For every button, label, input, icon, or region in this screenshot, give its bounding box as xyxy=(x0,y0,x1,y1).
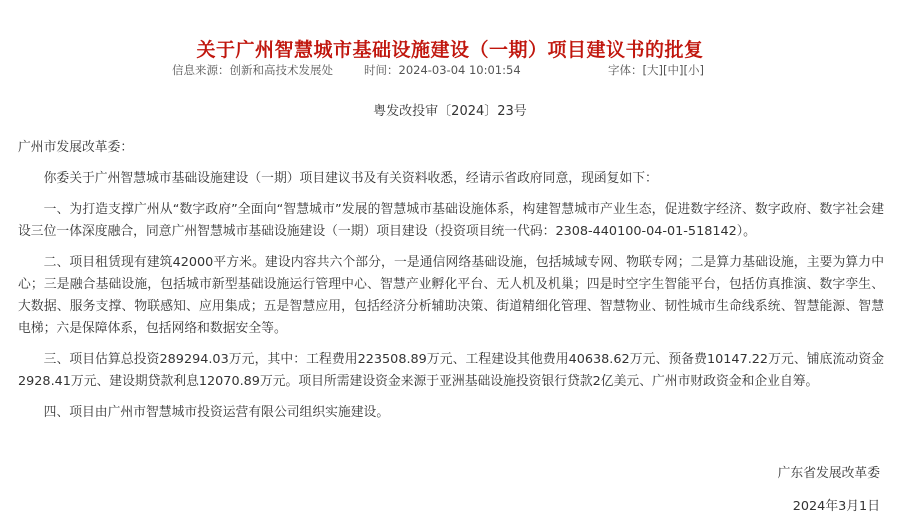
info-source: 信息来源：创新和高技术发展处 xyxy=(172,63,333,77)
addressee: 广州市发展改革委： xyxy=(18,140,134,155)
signature-date: 2024年3月1日 xyxy=(792,499,880,514)
font-size-label: 字体： xyxy=(608,63,643,77)
article-meta-bar xyxy=(0,61,900,79)
font-size-large-link[interactable]: [大] xyxy=(642,63,663,77)
paragraph-intro: 你委关于广州智慧城市基础设施建设（一期）项目建议书及有关资料收悉，经请示省政府同意，现函复如下： xyxy=(43,171,658,186)
article-title: 关于广州智慧城市基础设施建设（一期）项目建议书的批复 xyxy=(196,38,704,61)
document-number: 粤发改投审〔2024〕23号 xyxy=(373,104,527,119)
paragraph-item-4: 四、项目由广州市智慧城市投资运营有限公司组织实施建设。 xyxy=(43,405,390,420)
paragraph-item-1: 一、为打造支撑广州从“数字政府”全面向“智慧城市”发展的智慧城市基础设施体系，构建智慧城市产业生态，促进数字经济、数字政府、数字社会建设三位一体深度融合，同意广州智慧城市基础设施建设（一期）项目建设（投资项目统一代码：2308-440100-04-01-518142）。 xyxy=(18,202,884,239)
paragraph-item-2: 二、项目租赁现有建筑42000平方米。建设内容共六个部分，一是通信网络基础设施，包括城域专网、物联专网；二是算力基础设施，主要为算力中心；三是融合基础设施，包括城市新型基础设施运行管理中心、智慧产业孵化平台、无人机及机巢；四是时空字生智能平台，包括仿真推演、数字孪生、大数据、服务支撑、物联感知、应用集成；五是智慧应用，包括经济分析辅助决策、街道精细化管理、智慧物业、韧性城市生命线系统、智慧能源、智慧电梯；六是保障体系，包括网络和数据安全等。 xyxy=(18,255,884,336)
issuer-signature: 广东省发展改革委 xyxy=(777,466,880,481)
article-body xyxy=(18,137,884,433)
publish-time: 时间：2024-03-04 10:01:54 xyxy=(364,63,521,77)
font-size-medium-link[interactable]: [中] xyxy=(662,63,684,77)
font-size-selector xyxy=(608,61,704,79)
paragraph-item-3: 三、项目估算总投资289294.03万元，其中：工程费用223508.89万元、工程建设其他费用40638.62万元、预备费10147.22万元、铺底流动资金2928.41万元、建设期贷款利息12070.89万元。项目所需建设资金来源于亚洲基础设施投资银行贷款2亿美元、广州市财政资金和企业自筹。 xyxy=(18,352,884,389)
font-size-small-link[interactable]: [小] xyxy=(683,63,704,77)
